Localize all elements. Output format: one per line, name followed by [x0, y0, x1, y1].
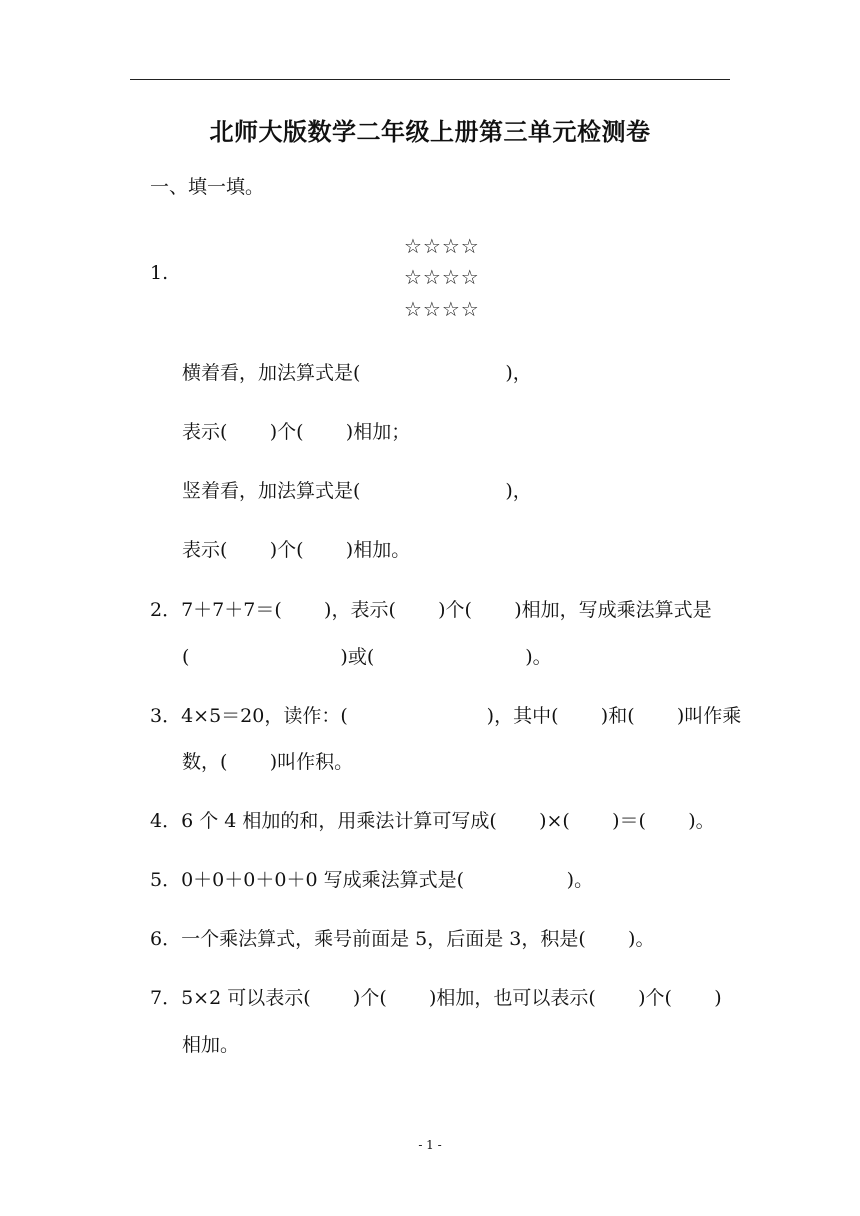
- question-6-line: 6．一个乘法算式，乘号前面是 5，后面是 3，积是( )。: [150, 928, 655, 950]
- section-heading: 一、填一填。: [150, 176, 265, 198]
- question-1-line-2: 表示( )个( )相加；: [182, 421, 411, 443]
- question-3-line-2: 数，( )叫作积。: [182, 751, 354, 773]
- question-4-line: 4．6 个 4 相加的和，用乘法计算可写成( )×( )＝( )。: [150, 810, 715, 832]
- question-7-line-2: 相加。: [182, 1034, 240, 1056]
- question-1-line-3: 竖着看，加法算式是( )，: [182, 480, 532, 502]
- question-7-line-1: 7．5×2 可以表示( )个( )相加，也可以表示( )个( ): [150, 987, 722, 1009]
- question-1-number: 1.: [150, 262, 169, 284]
- star-row-2: ☆☆☆☆: [404, 265, 480, 289]
- star-row-3: ☆☆☆☆: [404, 297, 480, 321]
- header-rule: [130, 79, 730, 80]
- question-3-line-1: 3．4×5＝20，读作：( )，其中( )和( )叫作乘: [150, 705, 742, 727]
- question-2-line-1: 2．7＋7＋7＝( )，表示( )个( )相加，写成乘法算式是: [150, 599, 712, 621]
- question-1-line-4: 表示( )个( )相加。: [182, 539, 411, 561]
- page-number: - 1 -: [418, 1138, 442, 1152]
- page-title: 北师大版数学二年级上册第三单元检测卷: [209, 118, 651, 146]
- question-2-line-2: ( )或( )。: [182, 646, 552, 668]
- question-1-line-1: 横着看，加法算式是( )，: [182, 362, 532, 384]
- question-5-line: 5．0＋0＋0＋0＋0 写成乘法算式是( )。: [150, 869, 594, 891]
- star-row-1: ☆☆☆☆: [404, 234, 480, 258]
